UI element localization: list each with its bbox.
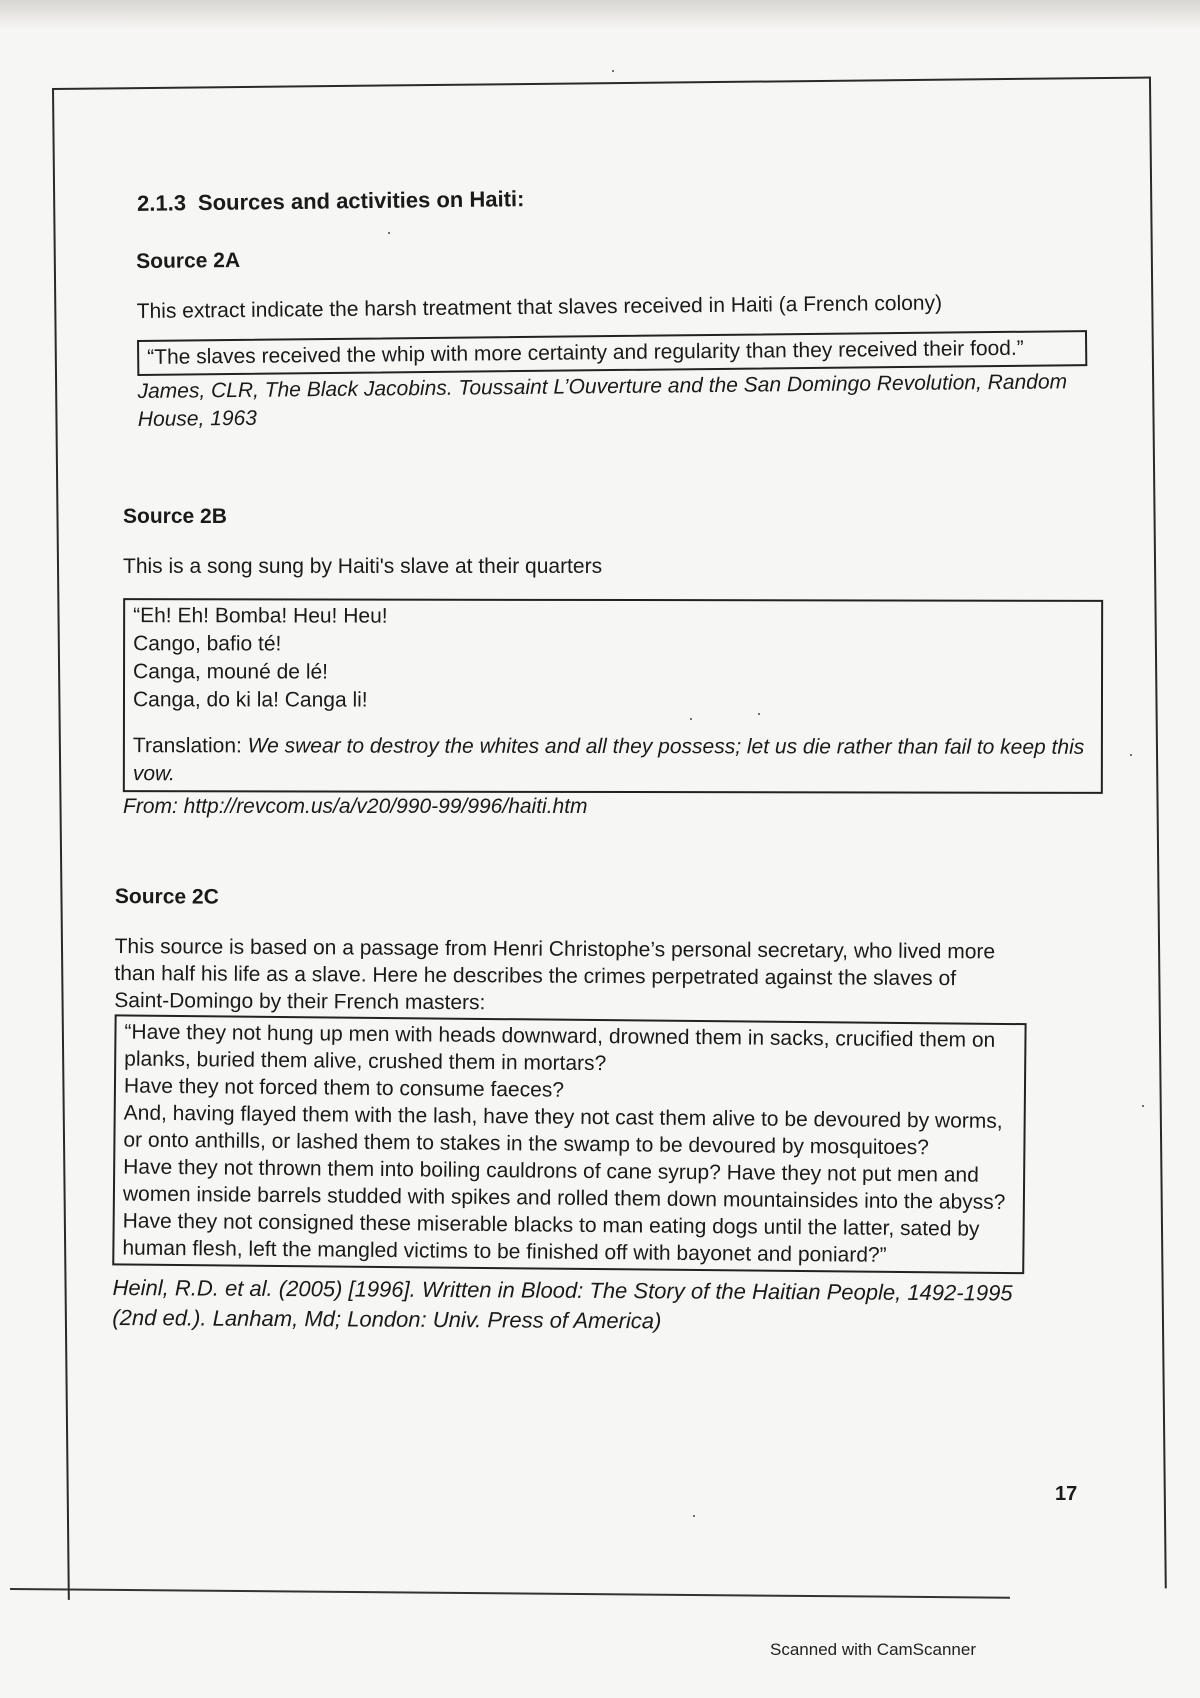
source-2c — [112, 885, 1115, 1339]
source-2a-quote: “The slaves received the whip with more certainty and regularity than they received their food.” — [137, 330, 1087, 376]
document-body — [112, 185, 1095, 1334]
quote-paragraph: Have they not forced them to consume faeces? — [123, 1074, 565, 1102]
source-2b-heading: Source 2B — [123, 505, 227, 528]
scan-speck — [690, 718, 692, 720]
source-2b-intro: This is a song sung by Haiti's slave at their quarters — [123, 555, 603, 578]
quote-paragraph: Have they not consigned these miserable blacks to man eating dogs until the latter, sated by human flesh, left the mangled victims to be finished off with bayonet and poniard?” — [122, 1209, 980, 1267]
scan-top-shadow — [0, 0, 1200, 30]
source-2b-citation: From: http://revcom.us/a/v20/990-99/996/haiti.htm — [123, 795, 588, 818]
scan-speck — [612, 70, 614, 72]
song-line: “Eh! Eh! Bomba! Heu! Heu! — [133, 604, 388, 628]
source-2c-heading: Source 2C — [114, 885, 219, 909]
section-number: 2.1.3 — [136, 190, 187, 216]
quote-paragraph: “Have they not hung up men with heads downward, drowned them in sacks, crucified them on planks, buried them alive, crushed them in mortars? — [124, 1020, 996, 1076]
scan-speck — [1130, 754, 1132, 756]
source-2a-heading: Source 2A — [136, 248, 241, 274]
page-number: 17 — [1055, 1483, 1078, 1505]
translation-text: We swear to destroy the whites and all they possess; let us die rather than fail to keep this vow. — [132, 734, 1085, 786]
quote-paragraph: Have they not thrown them into boiling cauldrons of cane syrup? Have they not put men and women inside barrels studded with spikes and rolled them down mountainsides into the abyss? — [122, 1155, 1006, 1214]
song-translation — [133, 732, 1093, 790]
song-line: Cango, bafio té! — [133, 632, 282, 656]
translation-label: Translation: — [132, 734, 242, 758]
scan-speck — [758, 713, 760, 715]
song-line: Canga, mouné de lé! — [133, 660, 329, 684]
source-2c-quote-box — [112, 1014, 1026, 1274]
source-2c-intro: This source is based on a passage from Henri Christophe’s personal secretary, who lived more than half his life as a slave. Here he describes the crimes perpetrated against the slaves of Saint-Domingo by their French masters: — [114, 934, 996, 1015]
source-2a-citation: James, CLR, The Black Jacobins. Toussaint L’Ouverture and the San Domingo Revolution, Random House, 1963 — [137, 370, 1068, 432]
source-2b — [123, 505, 1103, 821]
source-2c-citation: Heinl, R.D. et al. (2005) [1996]. Written in Blood: The Story of the Haitian People, 1492-1995 (2nd ed.). Lanham, Md; London: Univ. Press of America) — [112, 1274, 1013, 1334]
scan-speck — [693, 1515, 695, 1517]
section-title-text: Sources and activities on Haiti: — [197, 186, 525, 216]
quote-paragraph: And, having flayed them with the lash, have they not cast them alive to be devoured by worms, or onto anthills, or lashed them to stakes in the swamp to be devoured by mosquitoes? — [123, 1101, 1003, 1160]
source-2a — [136, 240, 1098, 434]
source-2a-intro: This extract indicate the harsh treatment that slaves received in Haiti (a French colony) — [136, 291, 943, 324]
scan-speck — [388, 232, 390, 234]
scanner-watermark: Scanned with CamScanner — [770, 1640, 977, 1659]
scan-speck — [1142, 1105, 1144, 1107]
song-line: Canga, do ki la! Canga li! — [132, 688, 368, 712]
source-2b-song-box — [123, 598, 1103, 794]
